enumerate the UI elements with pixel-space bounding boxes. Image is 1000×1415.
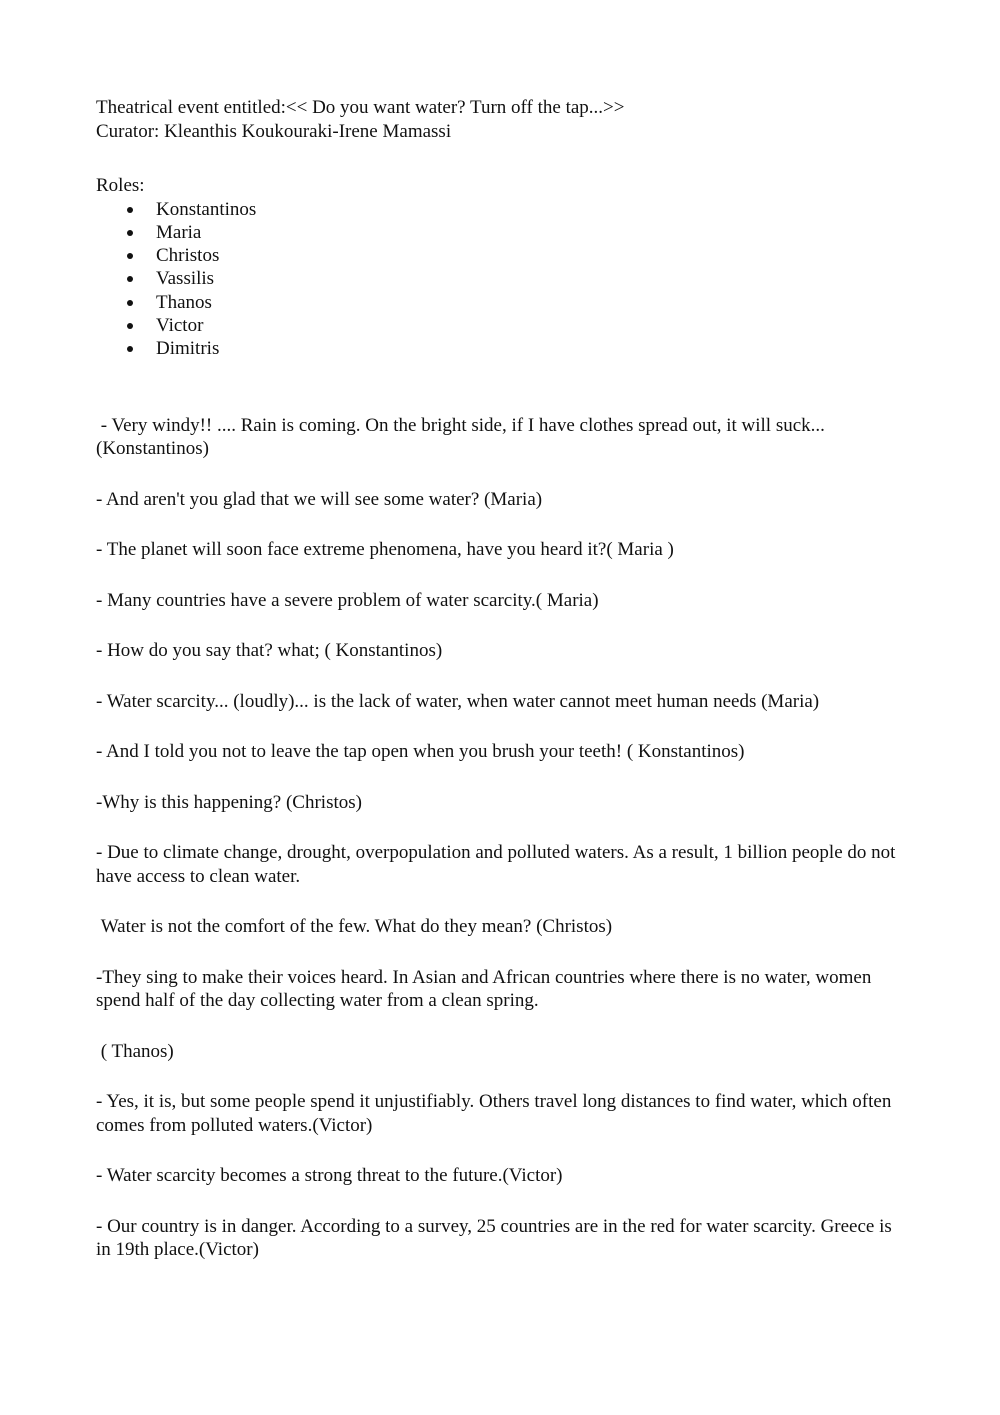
document-content [96, 96, 904, 1289]
role-name: Konstantinos [156, 198, 257, 220]
role-name: Maria [156, 221, 202, 243]
bullet-icon [127, 207, 133, 213]
dialogue-line: - Water scarcity... (loudly)... is the lack of water, when water cannot meet human needs (Maria) [96, 690, 820, 712]
dialogue-line: Water is not the comfort of the few. What do they mean? (Christos) [96, 916, 613, 938]
bullet-icon [127, 300, 133, 306]
dialogue-line: - Due to climate change, drought, overpopulation and polluted waters. As a result, 1 billion people do not have access to clean water. [96, 842, 901, 887]
role-item [96, 267, 904, 290]
dialogue-line: - Yes, it is, but some people spend it unjustifiably. Others travel long distances to find water, which often comes from polluted waters.(Victor) [96, 1091, 897, 1136]
dialogue-line: - Very windy!! .... Rain is coming. On the bright side, if I have clothes spread out, it will suck... (Konstantinos) [96, 414, 830, 460]
curator-line: Curator: Kleanthis Koukouraki-Irene Mamassi [96, 120, 452, 142]
dialogue-line: - Our country is in danger. According to a survey, 25 countries are in the red for water scarcity. Greece is in 19th place.(Victor) [96, 1215, 897, 1261]
bullet-icon [127, 346, 133, 352]
dialogue-line: - How do you say that? what; ( Konstantinos) [96, 640, 443, 662]
role-item [96, 198, 904, 221]
dialogue-line: - Water scarcity becomes a strong threat to the future.(Victor) [96, 1165, 563, 1187]
dialogue-line: - And I told you not to leave the tap open when you brush your teeth! ( Konstantinos) [96, 741, 745, 763]
bullet-icon [127, 276, 133, 282]
role-item [96, 244, 904, 267]
role-name: Vassilis [156, 268, 215, 290]
bullet-icon [127, 323, 133, 329]
roles-heading: Roles: [96, 175, 145, 196]
dialogue-section [96, 414, 904, 1262]
dialogue-line: - Many countries have a severe problem of water scarcity.( Maria) [96, 589, 599, 611]
dialogue-line: - And aren't you glad that we will see some water? (Maria) [96, 488, 543, 510]
dialogue-line: ( Thanos) [96, 1040, 174, 1062]
dialogue-line: -They sing to make their voices heard. In Asian and African countries where there is no water, women spend half of the day collecting water from a clean spring. [96, 966, 877, 1012]
role-item [96, 314, 904, 337]
role-item [96, 337, 904, 360]
bullet-icon [127, 230, 133, 236]
role-name: Dimitris [156, 338, 220, 360]
roles-list [96, 198, 904, 361]
role-name: Christos [156, 245, 220, 267]
role-item [96, 221, 904, 244]
role-name: Thanos [156, 291, 212, 313]
dialogue-line: -Why is this happening? (Christos) [96, 791, 362, 813]
role-name: Victor [156, 314, 204, 336]
role-item [96, 291, 904, 314]
event-title: Theatrical event entitled:<< Do you want water? Turn off the tap...>> [96, 97, 625, 118]
dialogue-line: - The planet will soon face extreme phenomena, have you heard it?( Maria ) [96, 539, 674, 561]
bullet-icon [127, 253, 133, 259]
